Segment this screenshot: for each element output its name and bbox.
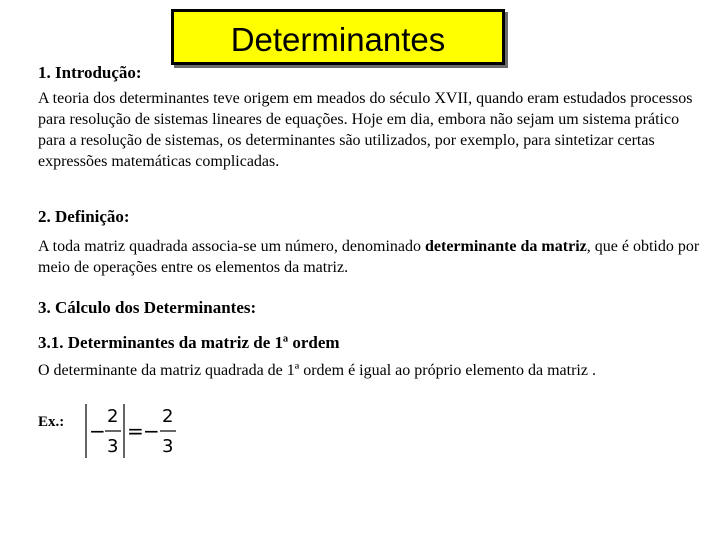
definition-term: determinante da matriz [425, 238, 587, 255]
subsection-heading-1a-ordem: 3.1. Determinantes da matriz de 1ª ordem [38, 333, 340, 352]
paragraph-introducao: A teoria dos determinantes teve origem em meados do século XVII, quando eram estudados processos para resolução de sistemas lineares de equações. Hoje em dia, embora não sejam um sistema prático para a resolução de sistemas, os determinantes são utilizados, por exemplo, para sintetizar certas expressões matemáticas complicadas. [38, 90, 693, 170]
definition-text-start: A toda matriz quadrada associa-se um número, denominado [38, 238, 425, 255]
paragraph-1a-ordem: O determinante da matriz quadrada de 1ª ordem é igual ao próprio elemento da matriz . [38, 362, 596, 379]
page-title: Determinantes [230, 20, 446, 58]
section-heading-calculo: 3. Cálculo dos Determinantes: [38, 298, 257, 317]
formula-minus-sign: − [89, 419, 106, 443]
formula-rhs-denominator: 3 [162, 436, 174, 457]
formula-rhs-minus-sign: − [143, 419, 160, 443]
formula-rhs-numerator: 2 [162, 406, 174, 427]
formula-equals: = [127, 419, 144, 443]
example-label: Ex.: [38, 414, 65, 430]
formula-numerator: 2 [107, 406, 119, 427]
title-box [171, 9, 505, 65]
definition-text-end: , que é obtido por meio de operações entre os elementos da matriz. [38, 238, 700, 276]
example-formula [84, 400, 194, 464]
section-heading-introducao: 1. Introdução: [38, 63, 142, 82]
paragraph-definicao [38, 236, 702, 278]
section-heading-definicao: 2. Definição: [38, 207, 130, 226]
formula-denominator: 3 [107, 436, 119, 457]
